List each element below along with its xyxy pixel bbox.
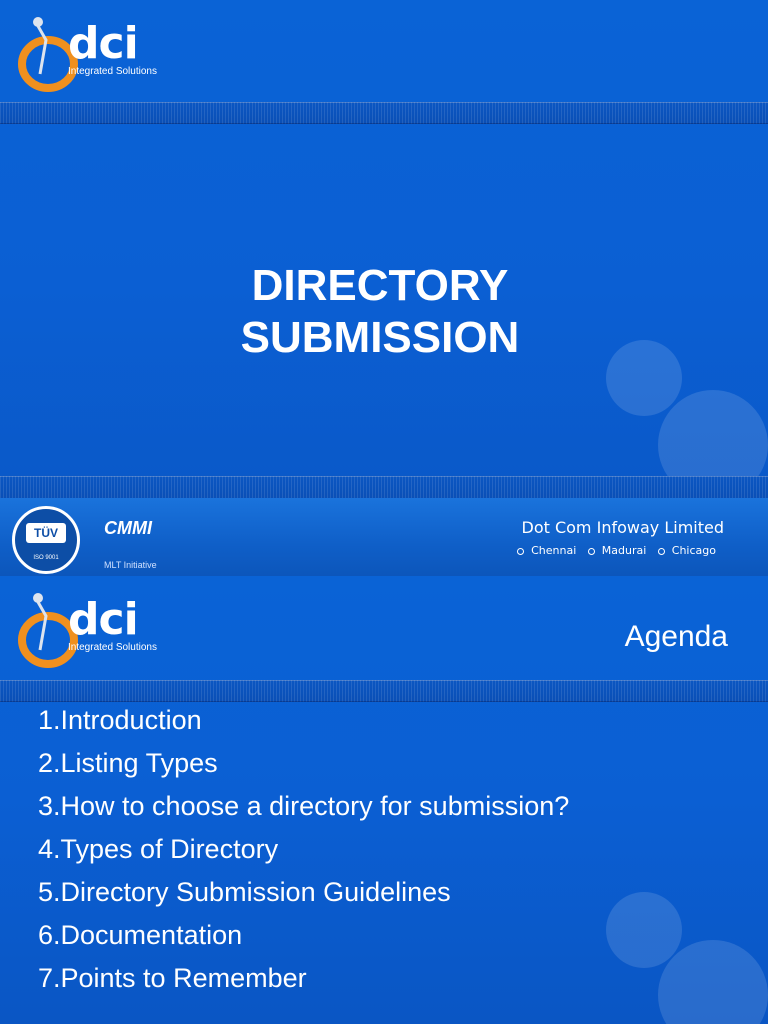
agenda-item: 3.How to choose a directory for submission? xyxy=(38,791,570,821)
agenda-item: 1.Introduction xyxy=(38,705,202,735)
bullet-icon xyxy=(588,548,595,555)
city-item: Chicago xyxy=(658,544,716,557)
logo-tagline: Integrated Solutions xyxy=(68,642,157,653)
city-item: Chennai xyxy=(517,544,576,557)
logo-brand: dci xyxy=(68,18,138,69)
agenda-heading: Agenda xyxy=(624,620,728,653)
logo-brand: dci xyxy=(68,594,138,645)
header-stripe xyxy=(0,102,768,124)
dci-logo xyxy=(18,590,178,670)
dci-logo xyxy=(18,14,178,94)
bullet-icon xyxy=(658,548,665,555)
footer-band xyxy=(0,498,768,576)
agenda-item: 7.Points to Remember xyxy=(38,963,307,993)
header-stripe xyxy=(0,680,768,702)
tuv-badge-sub: ISO 9001 xyxy=(33,555,59,561)
logo-tagline: Integrated Solutions xyxy=(68,66,157,77)
cmmi-badge-sub: MLT Initiative xyxy=(104,560,157,570)
slide-title-line2: SUBMISSION xyxy=(240,313,520,362)
company-name: Dot Com Infoway Limited xyxy=(521,518,724,537)
agenda-slide xyxy=(0,576,768,1024)
agenda-item: 6.Documentation xyxy=(38,920,243,950)
agenda-item: 2.Listing Types xyxy=(38,748,218,778)
city-item: Madurai xyxy=(588,544,647,557)
city-list xyxy=(509,544,716,557)
agenda-item: 4.Types of Directory xyxy=(38,834,279,864)
tuv-badge-label: TÜV xyxy=(26,523,66,543)
agenda-list xyxy=(38,704,569,1005)
decorative-bubble xyxy=(606,340,682,416)
bullet-icon xyxy=(517,548,524,555)
agenda-item: 5.Directory Submission Guidelines xyxy=(38,877,451,907)
footer-stripe xyxy=(0,476,768,500)
tuv-badge-icon xyxy=(12,506,80,574)
cmmi-badge-label: CMMI xyxy=(104,518,152,538)
decorative-bubble xyxy=(606,892,682,968)
slide-title-line1: DIRECTORY xyxy=(251,261,509,310)
